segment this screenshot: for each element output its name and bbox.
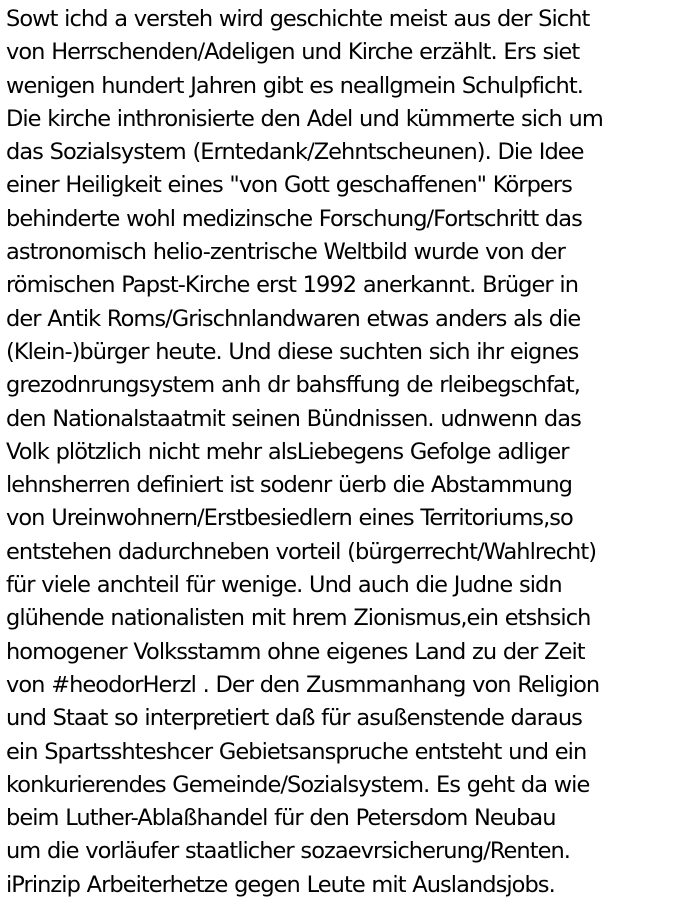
text-line-2: von Herrschenden/Adeligen und Kirche erzählt. Ers siet (6, 39, 580, 66)
text-line-18: für viele anchteil für wenige. Und auch die Judne sidn (6, 572, 562, 599)
text-line-14: Volk plötzlich nicht mehr alsLiebegens Gefolge adliger (6, 438, 569, 465)
text-line-8: astronomisch helio-zentrische Weltbild wurde von der (6, 239, 565, 266)
text-line-5: das Sozialsystem (Erntedank/Zehntscheunen). Die Idee (6, 139, 584, 166)
text-line-26: um die vorläufer staatlicher sozaevrsicherung/Renten. (6, 838, 571, 865)
text-line-12: grezodnrungsystem anh dr bahsffung de rleibegschfat, (6, 372, 580, 399)
text-line-3: wenigen hundert Jahren gibt es neallgmein Schulpficht. (6, 72, 583, 99)
text-line-23: ein Spartsshteshcer Gebietsanspruche entsteht und ein (6, 738, 587, 765)
text-line-19: glühende nationalisten mit hrem Zionismus,ein etshsich (6, 605, 591, 632)
text-line-7: behinderte wohl medizinsche Forschung/Fortschritt das (6, 205, 582, 232)
text-line-11: (Klein-)bürger heute. Und diese suchten sich ihr eignes (6, 338, 579, 365)
text-line-1: Sowt ichd a versteh wird geschichte meist aus der Sicht (6, 6, 590, 32)
text-line-6: einer Heiligkeit eines "von Gott geschaffenen" Körpers (6, 172, 572, 199)
text-line-27: iPrinzip Arbeiterhetze gegen Leute mit Auslandsjobs. (6, 871, 555, 898)
text-line-13: den Nationalstaatmit seinen Bündnissen. udnwenn das (6, 405, 581, 432)
text-line-20: homogener Volksstamm ohne eigenes Land zu der Zeit (6, 638, 585, 665)
text-line-25: beim Luther-Ablaßhandel für den Petersdom Neubau (6, 805, 556, 832)
text-line-21: von #heodorHerzl . Der den Zusmmanhang von Religion (6, 671, 600, 698)
text-line-10: der Antik Roms/Grischnlandwaren etwas anders als die (6, 305, 581, 332)
text-line-24: konkurierendes Gemeinde/Sozialsystem. Es geht da wie (6, 771, 590, 798)
text-line-4: Die kirche inthronisierte den Adel und kümmerte sich um (6, 105, 603, 132)
text-line-16: von Ureinwohnern/Erstbesiedlern eines Territoriums,so (6, 505, 573, 532)
text-document (6, 3, 682, 902)
text-line-9: römischen Papst-Kirche erst 1992 anerkannt. Brüger in (6, 272, 579, 299)
text-line-17: entstehen dadurchneben vorteil (bürgerrecht/Wahlrecht) (6, 538, 597, 565)
text-line-15: lehnsherren definiert ist sodenr üerb die Abstammung (6, 472, 572, 499)
text-line-22: und Staat so interpretiert daß für asußenstende daraus (6, 705, 582, 732)
